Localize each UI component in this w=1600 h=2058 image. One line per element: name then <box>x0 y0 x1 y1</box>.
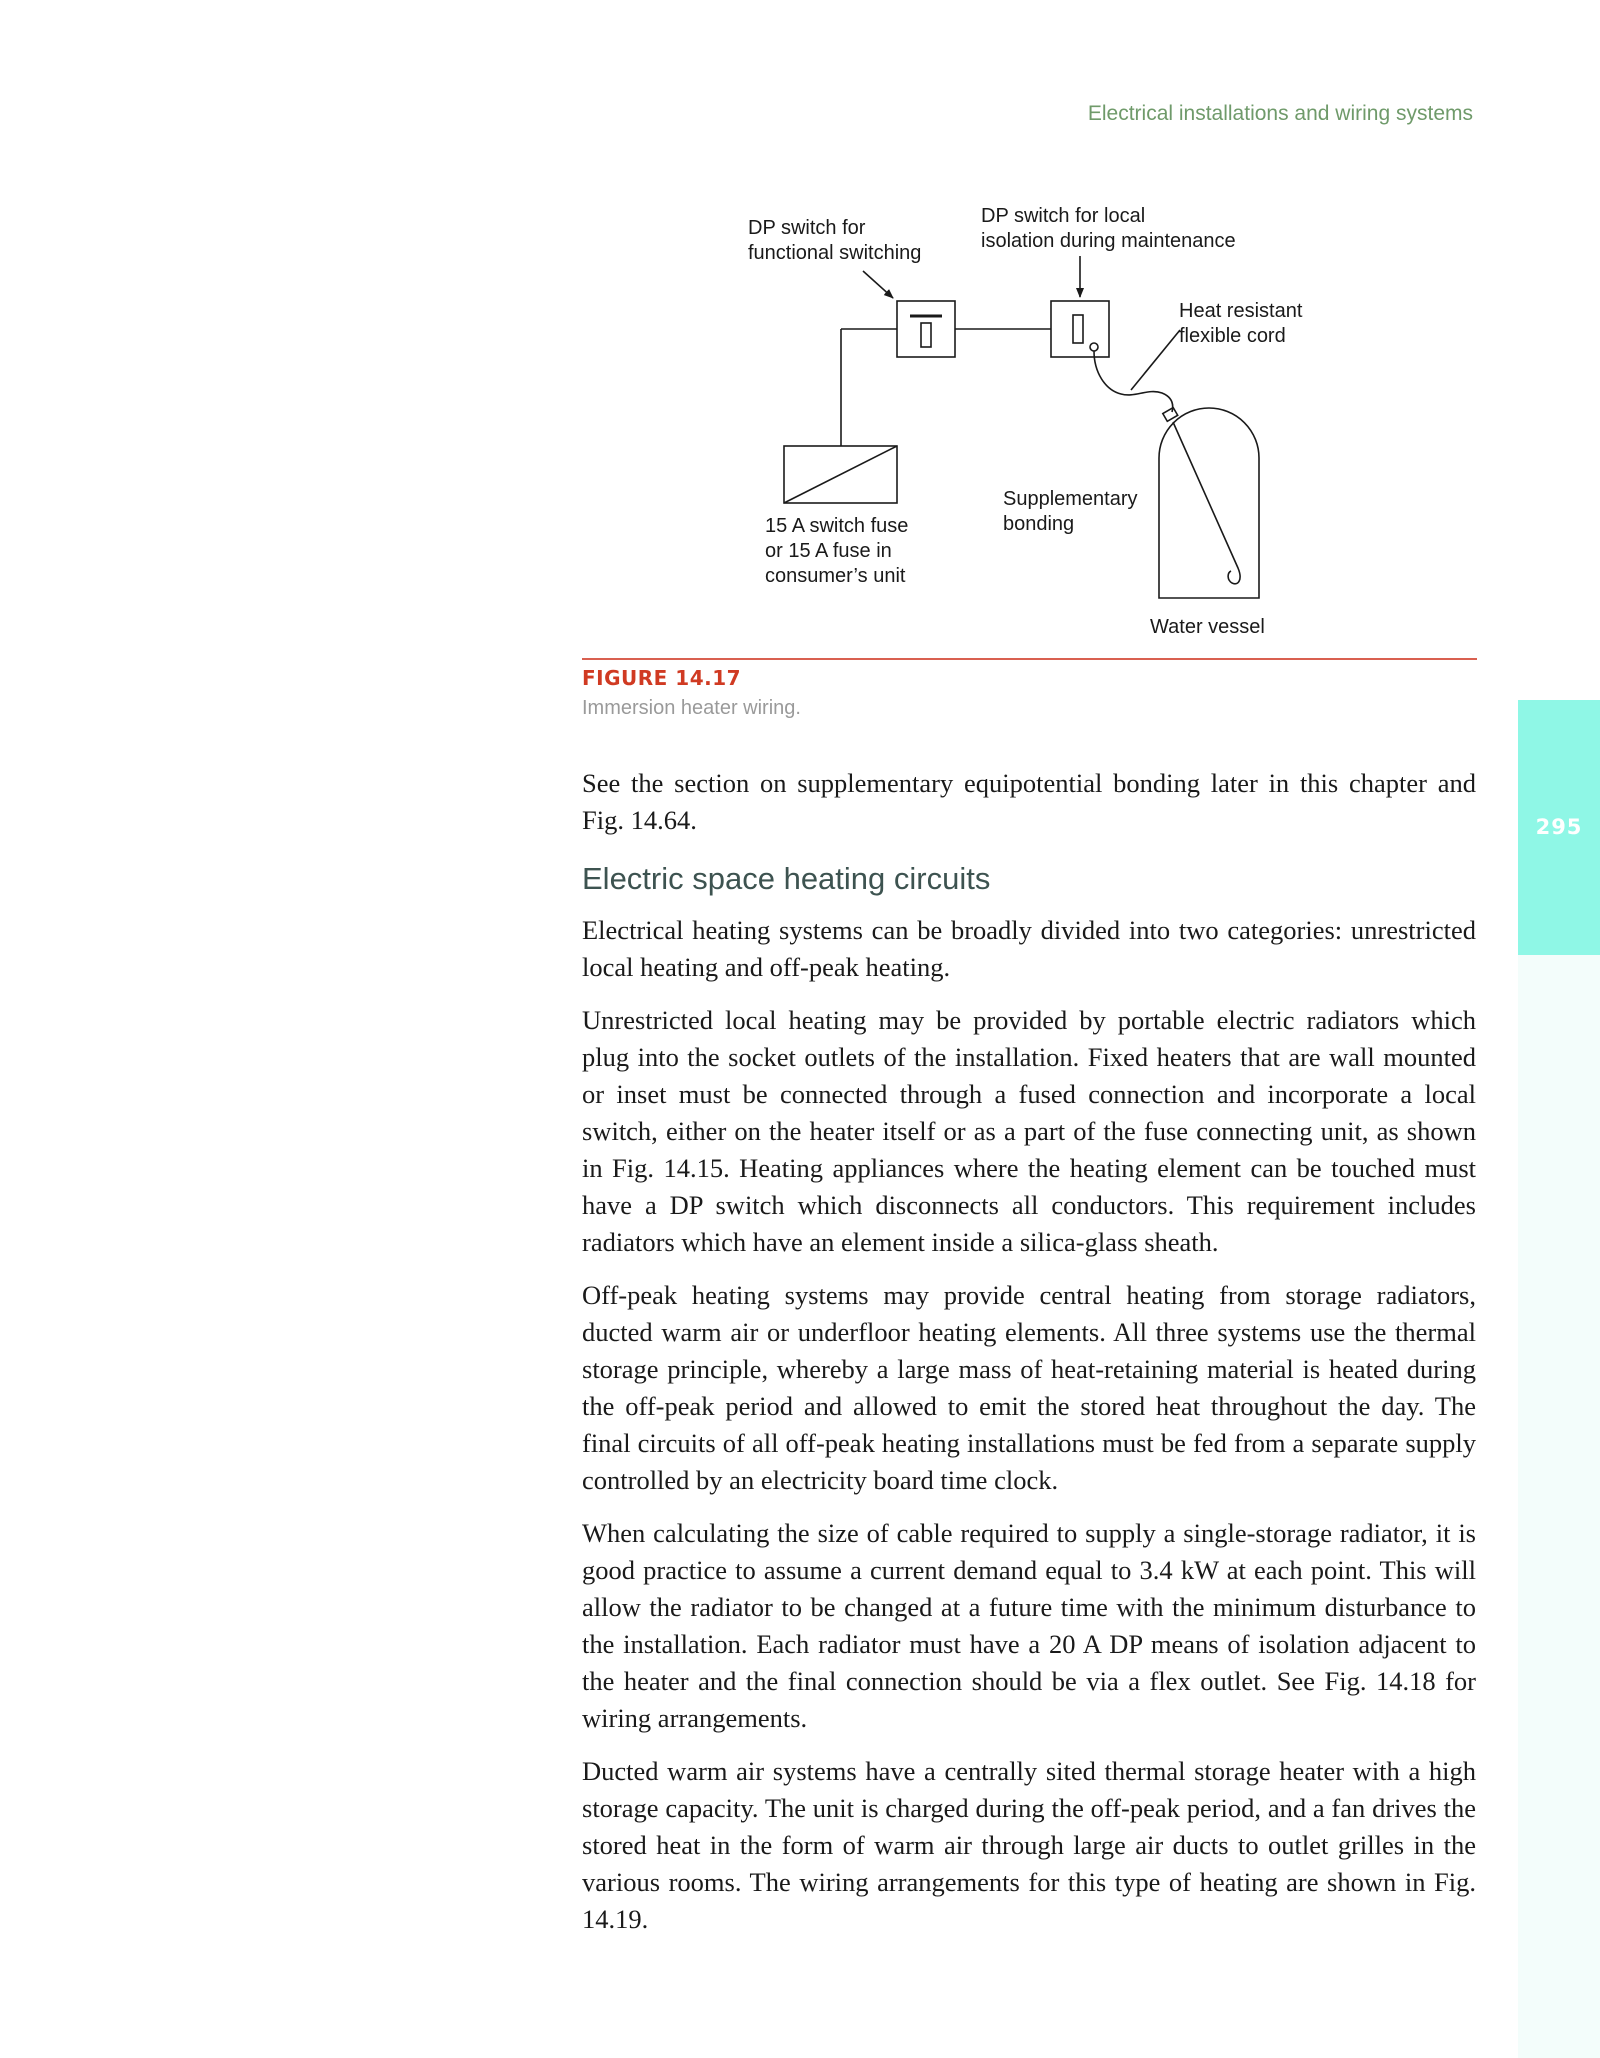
margin-strip <box>1518 955 1600 2058</box>
functional-dp-switch <box>897 301 955 357</box>
figure-caption: Immersion heater wiring. <box>582 697 801 719</box>
leader-cord <box>1131 330 1180 390</box>
immersion-heater-wiring-diagram <box>0 0 1600 660</box>
label-fuse-2: or 15 A fuse in <box>765 540 892 562</box>
cord-outlet <box>1090 343 1098 351</box>
intro-paragraph: See the section on supplementary equipotential bonding later in this chapter and Fig. 14.64. <box>582 768 1476 835</box>
paragraph-categories: Electrical heating systems can be broadly divided into two categories: unrestricted local heating and off-peak heating. <box>582 915 1476 982</box>
caption-rule <box>582 658 1477 660</box>
label-fuse-3: consumer’s unit <box>765 565 906 587</box>
functional-switch-rocker <box>921 323 931 347</box>
label-fuse-1: 15 A switch fuse <box>765 515 909 537</box>
label-dp-functional-2: functional switching <box>748 242 922 264</box>
running-header: Electrical installations and wiring systems <box>1087 102 1473 125</box>
page-number: 295 <box>1535 815 1583 839</box>
figure-number: FIGURE 14.17 <box>582 666 742 690</box>
paragraph-ducted-air: Ducted warm air systems have a centrally sited thermal storage heater with a high storage capacity. The unit is charged during the off-peak period, and a fan drives the stored heat in the form of warm air through large air ducts to outlet grilles in the various rooms. The wiring arrangements for this type of heating are shown in Fig. 14.19. <box>582 1756 1476 1934</box>
paragraph-off-peak: Off-peak heating systems may provide central heating from storage radiators, ducted warm air or underfloor heating elements. All three systems use the thermal storage principle, whereby a large mass of heat-retaining material is heated during the off-peak period and allowed to emit the stored heat throughout the day. The final circuits of all off-peak heating installations must be fed from a separate supply controlled by an electricity board time clock. <box>582 1280 1476 1495</box>
section-heading: Electric space heating circuits <box>582 861 991 896</box>
intro-block <box>582 765 1476 839</box>
heater-element <box>1173 422 1240 584</box>
label-bonding-1: Supplementary <box>1003 488 1138 510</box>
paragraph-cable-size: When calculating the size of cable required to supply a single-storage radiator, it is good practice to assume a current demand equal to 3.4 kW at each point. This will allow the radiator to be changed at a future time with the minimum disturbance to the installation. Each radiator must have a 20 A DP means of isolation adjacent to the heater and the final connection should be via a flex outlet. See Fig. 14.18 for wiring arrangements. <box>582 1518 1476 1733</box>
isolation-dp-switch <box>1051 301 1109 357</box>
label-vessel: Water vessel <box>1150 616 1265 638</box>
paragraph-unrestricted: Unrestricted local heating may be provided by portable electric radiators which plug into the socket outlets of the installation. Fixed heaters that are wall mounted or inset must be connected through a fused connection and incorporate a local switch, either on the heater itself or as a part of the fuse connecting unit, as shown in Fig. 14.15. Heating appliances where the heating element can be touched must have a DP switch which disconnects all conductors. This requirement includes radiators which have an element inside a silica-glass sheath. <box>582 1005 1476 1257</box>
label-bonding-2: bonding <box>1003 513 1075 535</box>
leader-functional <box>863 271 893 298</box>
label-dp-functional-1: DP switch for <box>748 217 866 239</box>
label-dp-local-2: isolation during maintenance <box>981 230 1236 252</box>
flexible-cord <box>1094 351 1173 412</box>
label-cord-1: Heat resistant <box>1179 300 1303 322</box>
label-cord-2: flexible cord <box>1179 325 1286 347</box>
label-dp-local-1: DP switch for local <box>981 205 1146 227</box>
isolation-switch-rocker <box>1073 315 1083 343</box>
heater-head <box>1163 408 1178 422</box>
body-paragraphs <box>582 912 1476 1938</box>
switch-fuse-diagonal <box>784 446 897 503</box>
